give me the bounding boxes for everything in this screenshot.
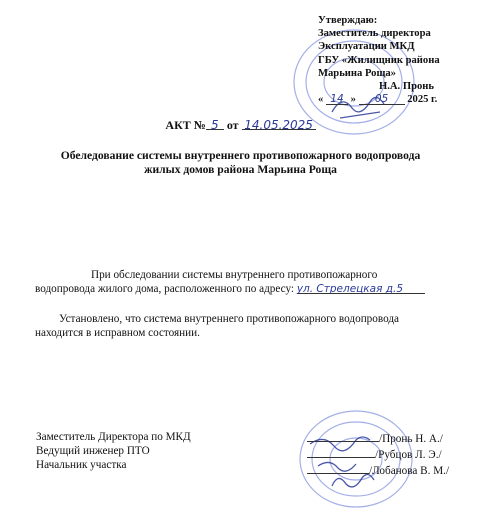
act-heading	[0, 118, 481, 133]
para1-line-1: При обследовании системы внутреннего противопожарного	[91, 269, 378, 281]
name-lobanova: /Лобанова В. М./	[369, 465, 450, 478]
approval-date-open: «	[318, 94, 324, 106]
act-from-label: от	[226, 118, 239, 132]
para2-line-2: находится в исправном состоянии.	[35, 327, 200, 339]
position-lead-engineer: Ведущий инженер ПТО	[36, 445, 150, 458]
signature-row-3	[307, 462, 449, 478]
approval-date-year: 2025 г.	[407, 94, 438, 106]
approval-date-month-field	[359, 93, 405, 105]
approval-line-1: Заместитель директора	[318, 28, 431, 40]
approval-block	[318, 14, 440, 106]
approval-date-close: »	[350, 94, 356, 106]
conclusion-paragraph	[35, 312, 465, 340]
para2-line-1: Установлено, что система внутреннего противопожарного водопровода	[59, 313, 400, 325]
address-field	[297, 282, 425, 294]
name-rubtsov: /Рубцов Л. Э./	[375, 449, 442, 462]
para1-line-2-text: водопровода жилого дома, расположенного по адресу:	[35, 283, 295, 295]
act-date-field	[242, 118, 316, 130]
para1-line-2	[35, 282, 465, 296]
approval-title: Утверждаю:	[318, 15, 378, 26]
subject-line-2: жилых домов района Марьина Роща	[144, 163, 337, 176]
signature-row-1	[307, 430, 449, 446]
approval-date-day-field	[326, 93, 348, 105]
approval-date	[318, 93, 440, 106]
position-site-chief: Начальник участка	[36, 459, 127, 472]
approval-date-month: 05	[374, 93, 389, 106]
approval-date-day: 14	[330, 93, 344, 106]
approval-line-3: ГБУ «Жилищник района	[318, 54, 440, 66]
signature-line-1	[307, 430, 379, 442]
act-date: 14.05.2025	[244, 118, 313, 132]
approval-line-2: Эксплуатации МКД	[318, 41, 415, 53]
approval-signatory: Н.А. Пронь	[379, 81, 434, 93]
act-number: 5	[211, 118, 219, 132]
address-handwritten: ул. Стрелецкая д.5	[296, 283, 404, 295]
subject-line-1: Обеледование системы внутреннего противопожарного водопровода	[60, 149, 421, 162]
approval-line-4: Марьина Роща»	[318, 67, 396, 79]
signature-line-2	[307, 446, 375, 458]
act-subject	[0, 149, 481, 177]
position-deputy-director: Заместитель Директора по МКД	[36, 431, 191, 443]
name-pron: /Пронь Н. А./	[379, 433, 443, 445]
signature-row-2	[307, 446, 449, 462]
signature-names	[307, 430, 449, 479]
act-prefix: АКТ №	[165, 118, 206, 132]
signature-positions	[36, 430, 191, 473]
inspection-paragraph	[35, 268, 465, 296]
signature-line-3	[307, 462, 369, 474]
act-number-field	[206, 118, 224, 130]
